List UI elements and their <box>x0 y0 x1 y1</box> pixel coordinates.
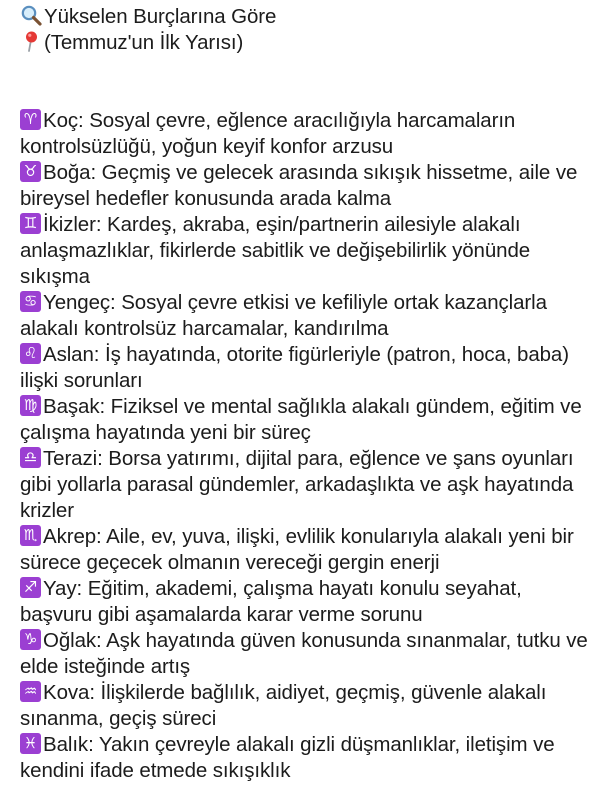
sign-text-line <box>20 212 600 238</box>
post-title: Yükselen Burçlarına Göre <box>44 5 277 28</box>
sign-entry <box>20 680 600 732</box>
cancer-icon: ♋ <box>20 291 41 312</box>
sign-text: Yengeç: Sosyal çevre etkisi ve kefiliyle ortak kazançlarla <box>43 291 547 314</box>
sign-text-line <box>20 576 600 602</box>
sign-text-line <box>20 160 600 186</box>
map-pin-icon <box>20 30 42 52</box>
sign-text-line <box>20 602 600 628</box>
sign-text-line <box>20 706 600 732</box>
aries-icon: ♈ <box>20 109 41 130</box>
sign-text-line <box>20 680 600 706</box>
sign-text-line <box>20 550 600 576</box>
sign-text: sınanma, geçiş süreci <box>20 707 217 730</box>
virgo-icon: ♍ <box>20 395 41 416</box>
magnifier-icon <box>20 4 42 26</box>
sign-text: Akrep: Aile, ev, yuva, ilişki, evlilik konularıyla alakalı yeni bir <box>43 525 574 548</box>
sign-text-line <box>20 238 600 264</box>
sign-text: gibi yollarla parasal gündemler, arkadaşlıkta ve aşk hayatında <box>20 473 574 496</box>
sign-list <box>20 108 600 784</box>
sign-text-line <box>20 758 600 784</box>
sign-text-line <box>20 186 600 212</box>
post-body <box>20 4 600 784</box>
sign-text-line <box>20 420 600 446</box>
sign-text: Aslan: İş hayatında, otorite figürleriyle (patron, hoca, baba) <box>43 343 569 366</box>
sign-entry <box>20 108 600 160</box>
sign-text: elde isteğinde artış <box>20 655 191 678</box>
sign-text: İkizler: Kardeş, akraba, eşin/partnerin ailesiyle alakalı <box>43 213 521 236</box>
sign-text-line <box>20 472 600 498</box>
capricorn-icon: ♑ <box>20 629 41 650</box>
sign-text-line <box>20 134 600 160</box>
sign-entry <box>20 212 600 290</box>
scorpio-icon: ♏ <box>20 525 41 546</box>
sign-text: Başak: Fiziksel ve mental sağlıkla alakalı gündem, eğitim ve <box>43 395 582 418</box>
blank-gap <box>20 56 600 108</box>
sign-text: Koç: Sosyal çevre, eğlence aracılığıyla harcamaların <box>43 109 516 132</box>
sign-text: Boğa: Geçmiş ve gelecek arasında sıkışık hissetme, aile ve <box>43 161 578 184</box>
sign-text: kendini ifade etmede sıkışıklık <box>20 759 291 782</box>
sign-entry <box>20 446 600 524</box>
sign-text: çalışma hayatında yeni bir süreç <box>20 421 311 444</box>
sign-text-line <box>20 732 600 758</box>
sign-text: bireysel hedefler konusunda arada kalma <box>20 187 392 210</box>
taurus-icon: ♉ <box>20 161 41 182</box>
sign-entry <box>20 524 600 576</box>
sign-entry <box>20 342 600 394</box>
header-title-line <box>20 4 600 30</box>
gemini-icon: ♊ <box>20 213 41 234</box>
libra-icon: ♎ <box>20 447 41 468</box>
sign-text-line <box>20 524 600 550</box>
sign-text-line <box>20 342 600 368</box>
sign-text: sürece geçecek olmanın vereceği gergin enerji <box>20 551 440 574</box>
sagittarius-icon: ♐ <box>20 577 41 598</box>
sign-text: anlaşmazlıklar, fikirlerde sabitlik ve değişebilirlik yönünde <box>20 239 531 262</box>
sign-text-line <box>20 446 600 472</box>
aquarius-icon: ♒ <box>20 681 41 702</box>
sign-text-line <box>20 394 600 420</box>
sign-text: krizler <box>20 499 74 522</box>
sign-text-line <box>20 368 600 394</box>
sign-text-line <box>20 316 600 342</box>
post-subtitle: (Temmuz'un İlk Yarısı) <box>44 31 244 54</box>
sign-entry <box>20 160 600 212</box>
sign-entry <box>20 732 600 784</box>
sign-entry <box>20 628 600 680</box>
sign-text: ilişki sorunları <box>20 369 143 392</box>
sign-text-line <box>20 498 600 524</box>
pisces-icon: ♓ <box>20 733 41 754</box>
sign-entry <box>20 576 600 628</box>
sign-text-line <box>20 628 600 654</box>
sign-text-line <box>20 290 600 316</box>
sign-text-line <box>20 108 600 134</box>
sign-text-line <box>20 264 600 290</box>
sign-text: kontrolsüzlüğü, yoğun keyif konfor arzusu <box>20 135 394 158</box>
sign-text: Terazi: Borsa yatırımı, dijital para, eğlence ve şans oyunları <box>43 447 574 470</box>
sign-text: alakalı kontrolsüz harcamalar, kandırılma <box>20 317 389 340</box>
sign-text-line <box>20 654 600 680</box>
sign-text: Oğlak: Aşk hayatında güven konusunda sınanmalar, tutku ve <box>43 629 588 652</box>
sign-text: başvuru gibi aşamalarda karar verme sorunu <box>20 603 423 626</box>
sign-text: Kova: İlişkilerde bağlılık, aidiyet, geçmiş, güvenle alakalı <box>43 681 547 704</box>
header-subtitle-line <box>20 30 600 56</box>
sign-text: Yay: Eğitim, akademi, çalışma hayatı konulu seyahat, <box>43 577 522 600</box>
sign-text: sıkışma <box>20 265 90 288</box>
sign-text: Balık: Yakın çevreyle alakalı gizli düşmanlıklar, iletişim ve <box>43 733 555 756</box>
leo-icon: ♌ <box>20 343 41 364</box>
sign-entry <box>20 394 600 446</box>
sign-entry <box>20 290 600 342</box>
